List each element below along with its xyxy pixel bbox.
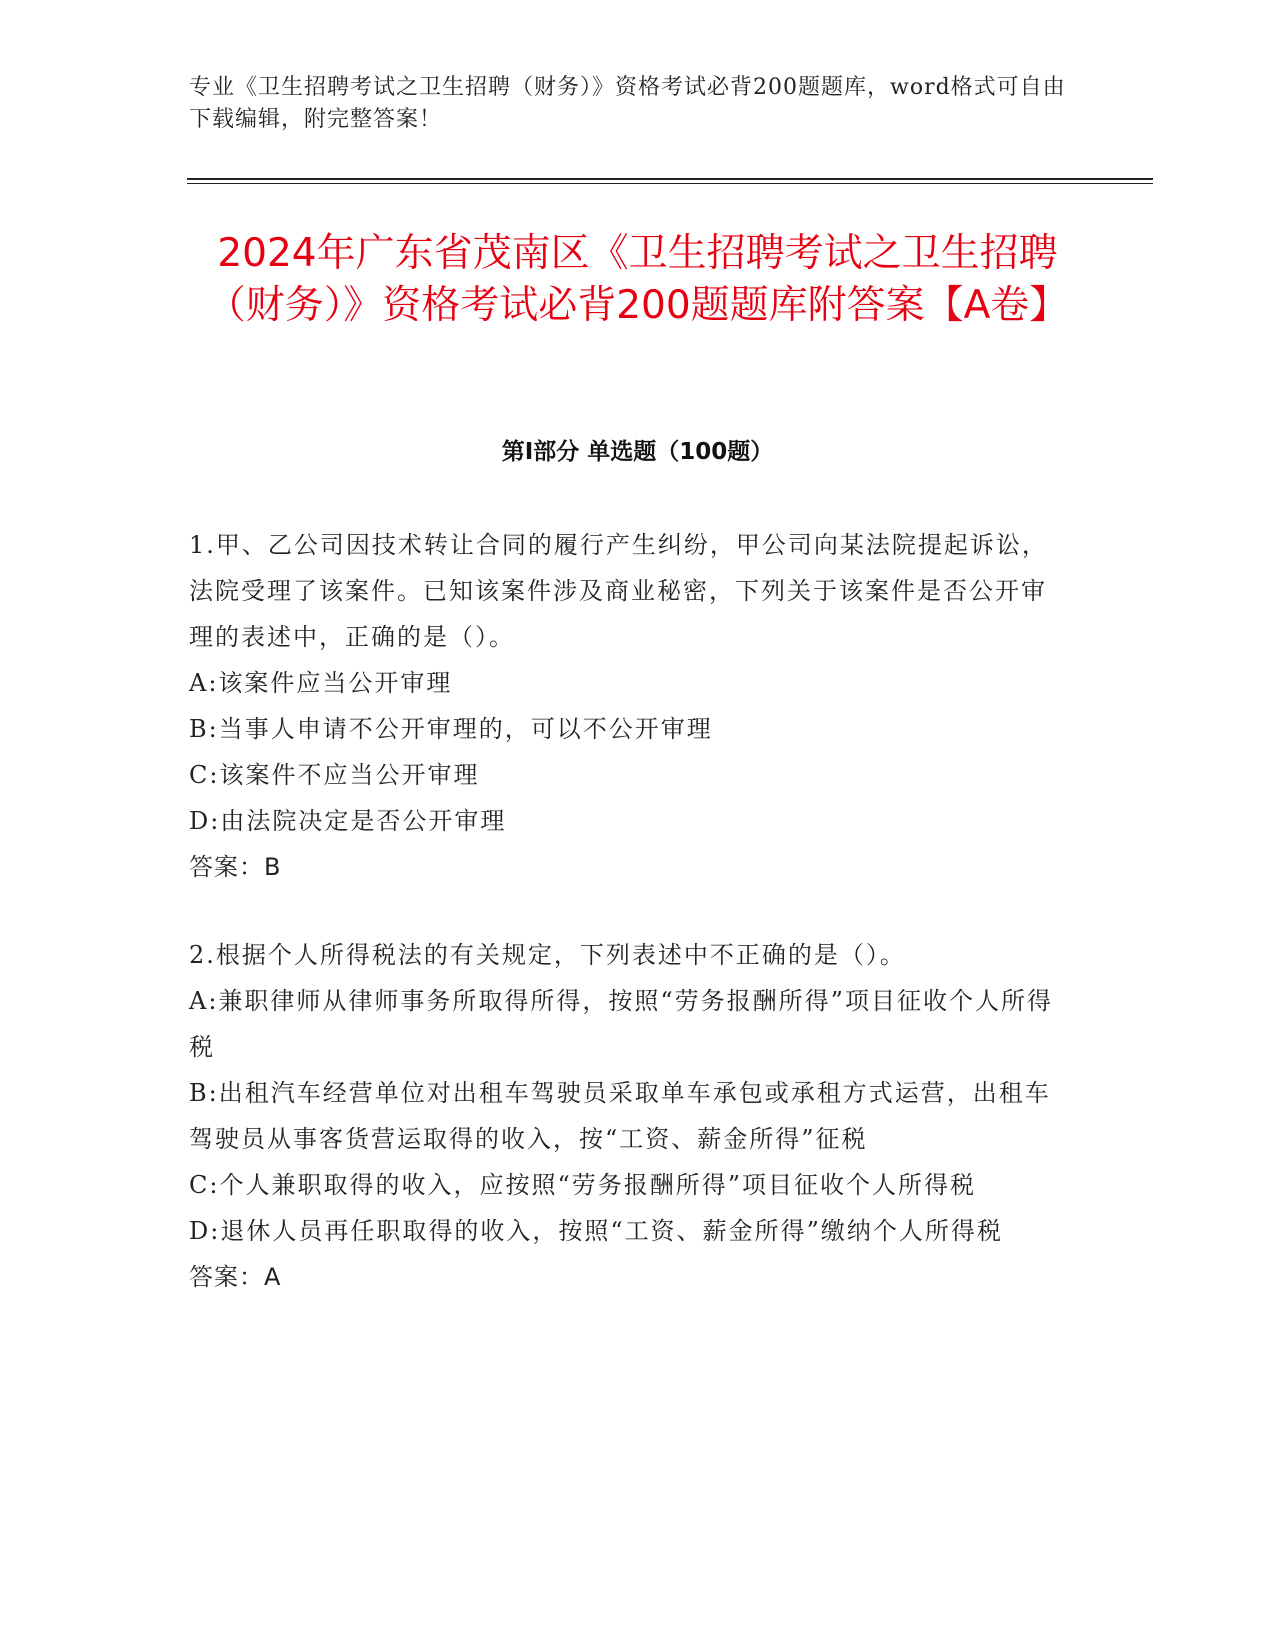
question-stem: 2.根据个人所得税法的有关规定，下列表述中不正确的是（）。 [189, 941, 906, 969]
option-a: A:兼职律师从律师事务所取得所得，按照“劳务报酬所得”项目征收个人所得税 [189, 987, 1053, 1061]
option-b: B:出租汽车经营单位对出租车驾驶员采取单车承包或承租方式运营，出租车驾驶员从事客货营运取得的收入，按“工资、薪金所得”征税 [189, 1079, 1051, 1153]
option-c: C:个人兼职取得的收入，应按照“劳务报酬所得”项目征收个人所得税 [189, 1171, 976, 1199]
option-c: C:该案件不应当公开审理 [189, 761, 480, 789]
header-note: 专业《卫生招聘考试之卫生招聘（财务）》资格考试必背200题题库，word格式可自由下载编辑，附完整答案！ [189, 75, 1066, 132]
answer-line: 答案：A [189, 1263, 282, 1291]
section-title: 第I部分 单选题（100题） [501, 439, 774, 465]
question-block [189, 932, 1069, 1300]
question-stem: 1.甲、乙公司因技术转让合同的履行产生纠纷，甲公司向某法院提起诉讼，法院受理了该案件。已知该案件涉及商业秘密，下列关于该案件是否公开审理的表述中，正确的是（）。 [189, 531, 1048, 651]
answer-line: 答案：B [189, 853, 282, 881]
header-divider-thin [187, 183, 1153, 184]
header-divider-thick [187, 178, 1153, 180]
option-b: B:当事人申请不公开审理的，可以不公开审理 [189, 715, 713, 743]
document-title: 2024年广东省茂南区《卫生招聘考试之卫生招聘（财务）》资格考试必背200题题库附答案【A卷】 [206, 231, 1069, 328]
option-d: D:由法院决定是否公开审理 [189, 807, 507, 835]
question-block [189, 522, 1069, 890]
option-d: D:退休人员再任职取得的收入，按照“工资、薪金所得”缴纳个人所得税 [189, 1217, 1003, 1245]
option-a: A:该案件应当公开审理 [189, 669, 453, 697]
